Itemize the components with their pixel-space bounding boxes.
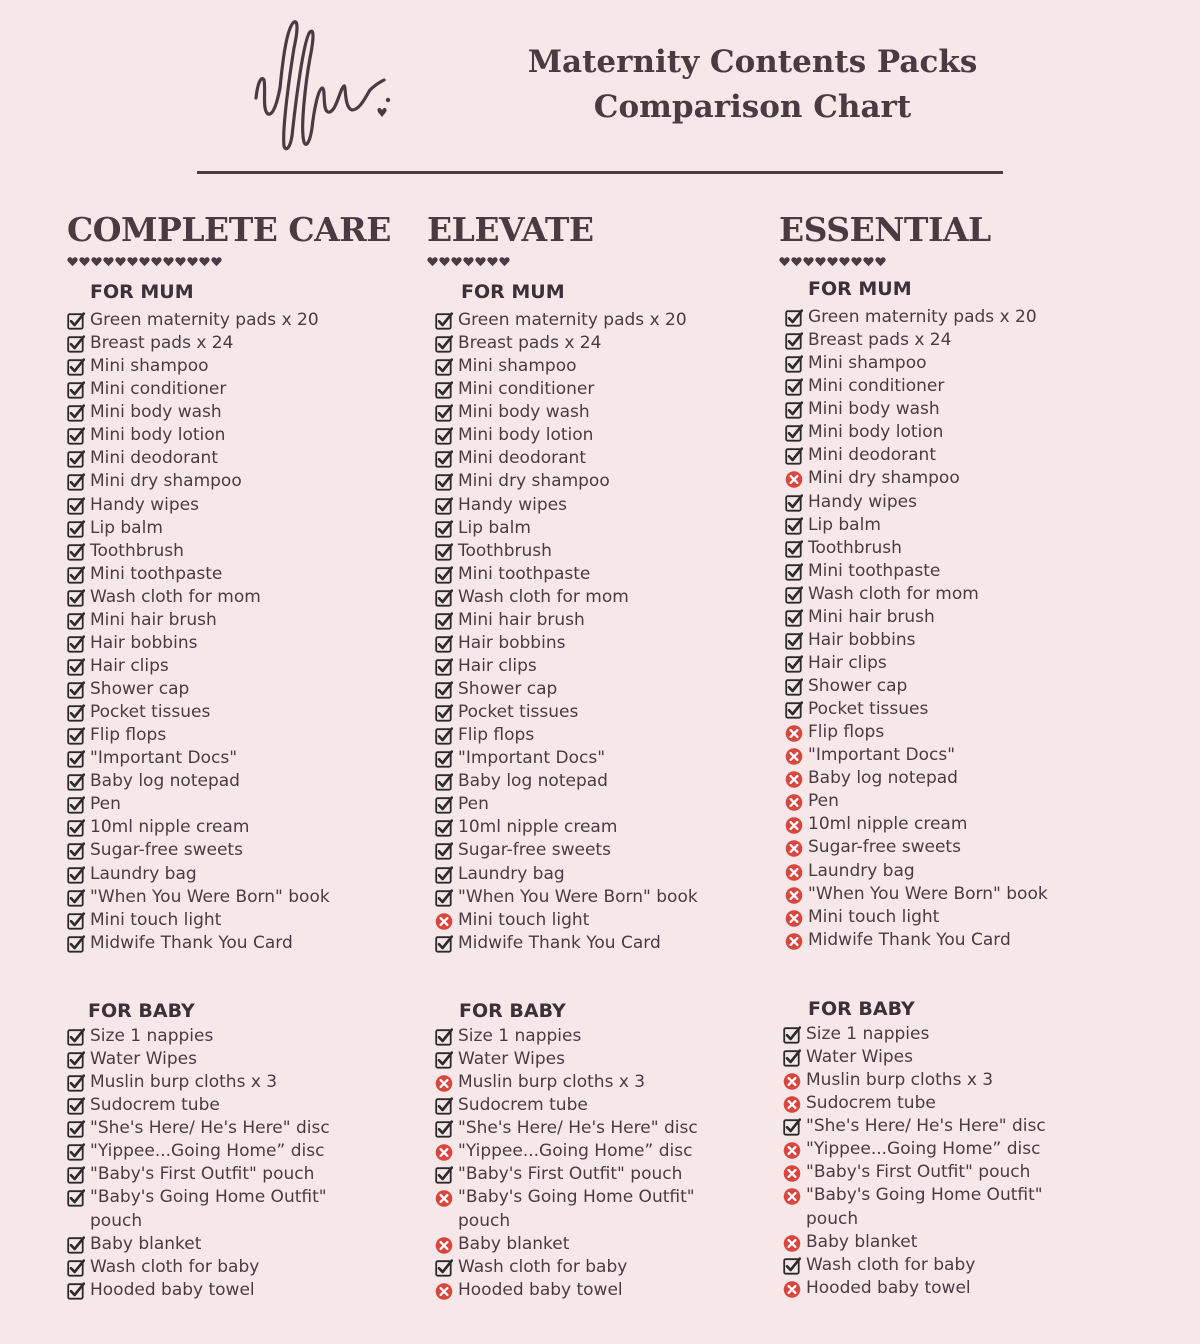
section-title-for-baby: FOR BABY <box>808 998 915 1020</box>
item-label: "She's Here/ He's Here" disc <box>458 1118 698 1139</box>
checkbox-check-icon <box>435 450 453 468</box>
item-label: Muslin burp cloths x 3 <box>458 1072 646 1093</box>
red-cross-circle-icon <box>435 1074 453 1092</box>
heart-icon <box>499 252 511 271</box>
heart-icon <box>115 252 127 271</box>
item-label: Shower cap <box>458 679 558 699</box>
checkbox-check-icon <box>67 773 85 791</box>
heart-icon <box>451 252 463 271</box>
checkbox-check-icon <box>785 540 803 558</box>
checkbox-check-icon <box>785 609 803 627</box>
red-cross-circle-icon <box>783 1072 801 1090</box>
item-label: Sugar-free sweets <box>458 840 611 861</box>
item-label: Mini toothpaste <box>808 560 941 581</box>
checkbox-check-icon <box>67 335 85 353</box>
item-label: Handy wipes <box>458 494 567 515</box>
checkbox-check-icon <box>67 1236 85 1254</box>
checkbox-check-icon <box>67 1074 85 1092</box>
item-label: Baby blanket <box>90 1233 202 1254</box>
checkbox-check-icon <box>435 404 453 422</box>
item-label: Flip flops <box>808 722 885 743</box>
checkbox-check-icon <box>785 447 803 465</box>
checkbox-check-icon <box>67 704 85 722</box>
checkbox-check-icon <box>67 497 85 515</box>
item-label: Breast pads x 24 <box>90 333 234 354</box>
item-label: Handy wipes <box>808 491 917 512</box>
checkbox-check-icon <box>435 935 453 953</box>
heart-icon <box>79 252 91 271</box>
item-label: "Yippee...Going Home” disc <box>90 1141 325 1162</box>
item-label: Wash cloth for mom <box>808 583 979 604</box>
item-label: Pocket tissues <box>90 702 211 723</box>
checkbox-check-icon <box>67 635 85 653</box>
section-title-for-baby: FOR BABY <box>459 1000 566 1022</box>
checkbox-check-icon <box>435 312 453 330</box>
package-name: ESSENTIAL <box>779 210 991 249</box>
checkbox-check-icon <box>67 727 85 745</box>
checkbox-check-icon <box>67 450 85 468</box>
item-label: Toothbrush <box>458 540 552 561</box>
item-label: Flip flops <box>458 725 535 746</box>
checkbox-check-icon <box>435 520 453 538</box>
heart-icon <box>151 252 163 271</box>
red-cross-circle-icon <box>785 747 803 765</box>
item-label: "Important Docs" <box>458 748 606 769</box>
checkbox-check-icon <box>67 1143 85 1161</box>
checkbox-check-icon <box>435 796 453 814</box>
title-line-1: Maternity Contents Packs <box>527 44 978 80</box>
checkbox-check-icon <box>435 427 453 445</box>
item-label: "She's Here/ He's Here" disc <box>806 1116 1046 1137</box>
item-label: Sudocrem tube <box>458 1095 588 1116</box>
checkbox-check-icon <box>435 866 453 884</box>
checkbox-check-icon <box>435 773 453 791</box>
item-label: Mini conditioner <box>90 379 227 400</box>
item-label: Laundry bag <box>808 860 915 881</box>
item-label: Lip balm <box>458 517 531 538</box>
red-cross-circle-icon <box>785 909 803 927</box>
item-label: Breast pads x 24 <box>808 330 952 351</box>
red-cross-circle-icon <box>435 1189 453 1207</box>
item-label: Hooded baby towel <box>458 1279 623 1300</box>
checkbox-check-icon <box>67 1166 85 1184</box>
red-cross-circle-icon <box>783 1234 801 1252</box>
item-label: Pocket tissues <box>808 699 929 720</box>
heart-icon <box>791 252 803 271</box>
checkbox-check-icon <box>435 566 453 584</box>
item-label: Mini deodorant <box>808 445 936 466</box>
red-cross-circle-icon <box>785 793 803 811</box>
checkbox-check-icon <box>435 1259 453 1277</box>
item-label: Toothbrush <box>808 537 902 558</box>
checkbox-check-icon <box>435 681 453 699</box>
checkbox-check-icon <box>67 935 85 953</box>
checkbox-check-icon <box>67 750 85 768</box>
item-label: Baby log notepad <box>90 771 240 792</box>
item-label: Shower cap <box>90 679 190 699</box>
item-label: Mini conditioner <box>808 376 945 397</box>
heart-icon <box>875 252 887 271</box>
checkbox-check-icon <box>435 1051 453 1069</box>
checkbox-check-icon <box>67 1051 85 1069</box>
heart-icon <box>91 252 103 271</box>
item-label: "Baby's Going Home Outfit" pouch <box>806 1185 1043 1229</box>
heart-icon <box>827 252 839 271</box>
item-label: Wash cloth for baby <box>806 1254 976 1275</box>
hearts-row <box>779 252 991 268</box>
checkbox-check-icon <box>67 427 85 445</box>
item-label: Muslin burp cloths x 3 <box>90 1072 278 1093</box>
checkbox-check-icon <box>67 473 85 491</box>
section-title-for-mum: FOR MUM <box>90 281 194 303</box>
item-label: Wash cloth for mom <box>90 586 261 607</box>
checkbox-check-icon <box>435 497 453 515</box>
heart-icon <box>199 252 211 271</box>
checkbox-check-icon <box>783 1049 801 1067</box>
checkbox-check-icon <box>785 678 803 696</box>
item-label: Midwife Thank You Card <box>458 932 661 953</box>
item-label: Mini deodorant <box>458 448 586 469</box>
item-label: Midwife Thank You Card <box>808 929 1011 950</box>
checkbox-check-icon <box>67 912 85 930</box>
heart-icon <box>187 252 199 271</box>
item-label: Mini deodorant <box>90 448 218 469</box>
item-label: "Baby's First Outfit" pouch <box>90 1164 315 1185</box>
item-label: Mini dry shampoo <box>458 471 610 492</box>
checkbox-check-icon <box>785 494 803 512</box>
checkbox-check-icon <box>67 312 85 330</box>
red-cross-circle-icon <box>783 1280 801 1298</box>
item-label: Lip balm <box>808 514 881 535</box>
heart-icon <box>803 252 815 271</box>
item-label: Flip flops <box>90 725 167 746</box>
item-label: "Yippee...Going Home” disc <box>806 1139 1041 1160</box>
checkbox-check-icon <box>67 658 85 676</box>
item-label: Mini toothpaste <box>90 563 223 584</box>
checkbox-check-icon <box>435 543 453 561</box>
checkbox-check-icon <box>67 819 85 837</box>
item-label: "She's Here/ He's Here" disc <box>90 1118 330 1139</box>
checkbox-check-icon <box>435 473 453 491</box>
red-cross-circle-icon <box>785 470 803 488</box>
package-name: COMPLETE CARE <box>67 210 391 249</box>
checkbox-check-icon <box>435 612 453 630</box>
item-label: Hair bobbins <box>90 632 198 653</box>
item-label: Sudocrem tube <box>90 1095 220 1116</box>
item-label: Pen <box>458 794 489 815</box>
item-label: Size 1 nappies <box>806 1024 930 1044</box>
heart-icon <box>427 252 439 271</box>
item-label: Mini touch light <box>90 909 222 930</box>
item-label: Mini hair brush <box>458 609 585 630</box>
red-cross-circle-icon <box>783 1095 801 1113</box>
checkbox-check-icon <box>783 1026 801 1044</box>
checkbox-check-icon <box>67 566 85 584</box>
checkbox-check-icon <box>67 1028 85 1046</box>
item-label: "When You Were Born" book <box>458 886 698 907</box>
checkbox-check-icon <box>785 655 803 673</box>
heart-icon <box>163 252 175 271</box>
section-title-for-baby: FOR BABY <box>88 1000 195 1022</box>
item-label: Breast pads x 24 <box>458 333 602 354</box>
checkbox-check-icon <box>435 842 453 860</box>
section-title-for-mum: FOR MUM <box>461 281 565 303</box>
heart-icon <box>127 252 139 271</box>
item-label: Sugar-free sweets <box>90 840 243 861</box>
red-cross-circle-icon <box>783 1164 801 1182</box>
column-essential <box>779 208 991 268</box>
checkbox-check-icon <box>67 842 85 860</box>
heart-icon <box>175 252 187 271</box>
item-label: Hair clips <box>808 652 887 673</box>
item-label: Hair bobbins <box>808 629 916 650</box>
checkbox-check-icon <box>435 704 453 722</box>
heart-icon <box>851 252 863 271</box>
checkbox-check-icon <box>785 378 803 396</box>
brand-logo <box>248 18 408 158</box>
heart-icon <box>67 252 79 271</box>
heart-icon <box>103 252 115 271</box>
item-label: "Important Docs" <box>90 748 238 769</box>
checkbox-check-icon <box>435 889 453 907</box>
checkbox-check-icon <box>435 381 453 399</box>
checkbox-check-icon <box>67 404 85 422</box>
item-label: Hair bobbins <box>458 632 566 653</box>
item-label: Midwife Thank You Card <box>90 932 293 953</box>
item-label: 10ml nipple cream <box>808 814 968 835</box>
column-elevate <box>427 208 594 268</box>
checkbox-check-icon <box>435 1120 453 1138</box>
checkbox-check-icon <box>785 355 803 373</box>
checkbox-check-icon <box>67 1097 85 1115</box>
item-label: Mini body lotion <box>90 425 226 446</box>
checkbox-check-icon <box>435 335 453 353</box>
checkbox-check-icon <box>67 612 85 630</box>
item-label: Water Wipes <box>90 1049 197 1070</box>
item-label: Hair clips <box>90 655 169 676</box>
checkbox-check-icon <box>785 332 803 350</box>
item-label: Wash cloth for baby <box>458 1256 628 1277</box>
red-cross-circle-icon <box>785 839 803 857</box>
checkbox-check-icon <box>67 889 85 907</box>
red-cross-circle-icon <box>435 912 453 930</box>
heart-icon <box>211 252 223 271</box>
item-label: "Baby's Going Home Outfit" pouch <box>90 1187 327 1231</box>
item-label: Mini body lotion <box>458 425 594 446</box>
red-cross-circle-icon <box>785 816 803 834</box>
item-label: Mini body wash <box>90 402 222 423</box>
checkbox-check-icon <box>435 635 453 653</box>
checkbox-check-icon <box>785 401 803 419</box>
item-label: Muslin burp cloths x 3 <box>806 1070 994 1091</box>
red-cross-circle-icon <box>785 886 803 904</box>
checkbox-check-icon <box>67 1282 85 1300</box>
item-label: "Baby's First Outfit" pouch <box>806 1162 1031 1183</box>
item-label: Mini body wash <box>808 399 940 420</box>
checkbox-check-icon <box>67 520 85 538</box>
checkbox-check-icon <box>785 517 803 535</box>
heart-icon <box>779 252 791 271</box>
item-label: "When You Were Born" book <box>808 883 1048 904</box>
item-label: Baby log notepad <box>808 768 958 789</box>
checkbox-check-icon <box>435 358 453 376</box>
item-label: Water Wipes <box>458 1049 565 1070</box>
checkbox-check-icon <box>435 1028 453 1046</box>
title-line-2: Comparison Chart <box>593 89 912 125</box>
checkbox-check-icon <box>67 1259 85 1277</box>
red-cross-circle-icon <box>435 1282 453 1300</box>
item-label: Baby blanket <box>458 1233 570 1254</box>
checkbox-check-icon <box>435 750 453 768</box>
package-name: ELEVATE <box>427 210 594 249</box>
item-label: Mini shampoo <box>808 353 927 374</box>
item-label: Mini shampoo <box>458 356 577 377</box>
checkbox-check-icon <box>785 424 803 442</box>
item-label: Pocket tissues <box>458 702 579 723</box>
checkbox-check-icon <box>785 701 803 719</box>
checkbox-check-icon <box>67 681 85 699</box>
item-label: Size 1 nappies <box>90 1026 214 1046</box>
heart-icon <box>139 252 151 271</box>
red-cross-circle-icon <box>785 863 803 881</box>
item-label: Mini hair brush <box>808 606 935 627</box>
item-label: Mini body wash <box>458 402 590 423</box>
checkbox-check-icon <box>785 309 803 327</box>
checkbox-check-icon <box>435 1166 453 1184</box>
item-label: Hair clips <box>458 655 537 676</box>
item-label: Water Wipes <box>806 1047 913 1068</box>
item-label: Mini dry shampoo <box>90 471 242 492</box>
heart-icon <box>839 252 851 271</box>
item-label: Laundry bag <box>90 863 197 884</box>
item-label: Mini body lotion <box>808 422 944 443</box>
checkbox-check-icon <box>67 589 85 607</box>
checkbox-check-icon <box>67 796 85 814</box>
hearts-row <box>67 252 391 268</box>
item-label: Toothbrush <box>90 540 184 561</box>
item-label: 10ml nipple cream <box>90 817 250 838</box>
item-label: Hooded baby towel <box>806 1277 971 1298</box>
item-label: "When You Were Born" book <box>90 886 330 907</box>
red-cross-circle-icon <box>785 724 803 742</box>
item-label: Green maternity pads x 20 <box>90 310 319 330</box>
checkbox-check-icon <box>67 358 85 376</box>
heart-icon <box>815 252 827 271</box>
item-label: Pen <box>90 794 121 815</box>
checkbox-check-icon <box>435 727 453 745</box>
checkbox-check-icon <box>67 381 85 399</box>
item-label: Green maternity pads x 20 <box>808 307 1037 327</box>
red-cross-circle-icon <box>435 1143 453 1161</box>
heart-icon <box>439 252 451 271</box>
header-divider <box>197 171 1003 174</box>
item-label: 10ml nipple cream <box>458 817 618 838</box>
checkbox-check-icon <box>435 589 453 607</box>
hearts-row <box>427 252 594 268</box>
item-label: Mini conditioner <box>458 379 595 400</box>
red-cross-circle-icon <box>783 1187 801 1205</box>
heart-icon <box>463 252 475 271</box>
item-label: "Baby's Going Home Outfit" pouch <box>458 1187 695 1231</box>
item-label: Lip balm <box>90 517 163 538</box>
red-cross-circle-icon <box>785 932 803 950</box>
item-label: Mini touch light <box>808 906 940 927</box>
page-title <box>520 40 985 130</box>
item-label: Mini toothpaste <box>458 563 591 584</box>
item-label: Wash cloth for baby <box>90 1256 260 1277</box>
checkbox-check-icon <box>67 1189 85 1207</box>
item-label: Mini shampoo <box>90 356 209 377</box>
item-label: "Baby's First Outfit" pouch <box>458 1164 683 1185</box>
item-label: Shower cap <box>808 676 908 696</box>
checkbox-check-icon <box>785 563 803 581</box>
heart-icon <box>863 252 875 271</box>
checkbox-check-icon <box>435 1097 453 1115</box>
item-label: Mini hair brush <box>90 609 217 630</box>
checkbox-check-icon <box>435 819 453 837</box>
checkbox-check-icon <box>785 632 803 650</box>
item-label: Laundry bag <box>458 863 565 884</box>
item-label: Hooded baby towel <box>90 1279 255 1300</box>
item-label: Pen <box>808 791 839 812</box>
item-label: Sugar-free sweets <box>808 837 961 858</box>
item-label: Handy wipes <box>90 494 199 515</box>
red-cross-circle-icon <box>785 770 803 788</box>
item-label: "Important Docs" <box>808 745 956 766</box>
red-cross-circle-icon <box>435 1236 453 1254</box>
item-label: Green maternity pads x 20 <box>458 310 687 330</box>
checkbox-check-icon <box>785 586 803 604</box>
heart-icon <box>475 252 487 271</box>
column-complete-care <box>67 208 391 268</box>
item-label: Size 1 nappies <box>458 1026 582 1046</box>
checkbox-check-icon <box>435 658 453 676</box>
item-label: Wash cloth for mom <box>458 586 629 607</box>
item-label: Sudocrem tube <box>806 1093 936 1114</box>
section-title-for-mum: FOR MUM <box>808 278 912 300</box>
checkbox-check-icon <box>783 1257 801 1275</box>
item-label: Mini touch light <box>458 909 590 930</box>
checkbox-check-icon <box>67 866 85 884</box>
checkbox-check-icon <box>783 1118 801 1136</box>
heart-icon <box>487 252 499 271</box>
item-label: Baby log notepad <box>458 771 608 792</box>
checkbox-check-icon <box>67 1120 85 1138</box>
red-cross-circle-icon <box>783 1141 801 1159</box>
item-label: "Yippee...Going Home” disc <box>458 1141 693 1162</box>
item-label: Mini dry shampoo <box>808 468 960 489</box>
checkbox-check-icon <box>67 543 85 561</box>
item-label: Baby blanket <box>806 1231 918 1252</box>
